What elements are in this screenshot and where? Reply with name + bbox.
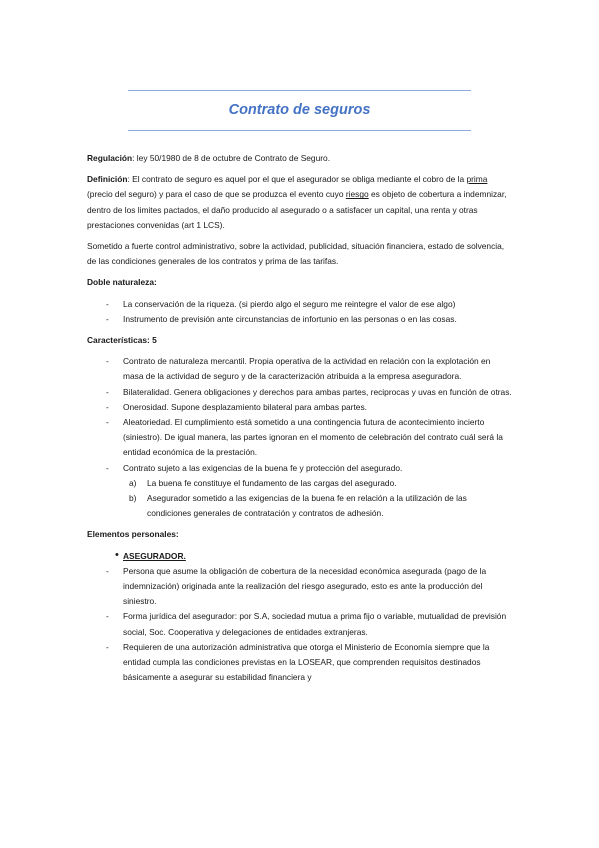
sub-list-item: [123, 476, 512, 491]
document-body: [87, 151, 512, 692]
definicion-text-c: es objeto de cobertura a indemnizar, dentro de los limites pactados, el daño producido al asegurado o a satisfacer un capital, una renta y otras prestaciones convenidas (art 1 LCS).: [87, 189, 507, 230]
caracteristicas-list: [87, 354, 512, 521]
definicion-paragraph: [87, 172, 512, 233]
list-item: - Persona que asume la obligación de cobertura de la necesidad económica asegurada (pago de la indemnización) originada ante la realización del riesgo asegurado, esto es ante la producción del siniestro.: [87, 564, 512, 610]
list-item: - Contrato de naturaleza mercantil. Propia operativa de la actividad en relación con la explotación en masa de la actividad de seguro y de la caracterización atribuida a la empresa aseguradora.: [87, 354, 512, 384]
list-item: [87, 461, 512, 522]
title-bottom-rule: [128, 130, 471, 131]
elementos-personales-list: [87, 549, 512, 686]
sub-list-text: Asegurador sometido a las exigencias de la buena fe en relación a la utilización de las condiciones generales de contratación y contratos de adhesión.: [147, 493, 467, 519]
riesgo-term: riesgo: [345, 189, 369, 200]
elementos-personales-heading: Elementos personales:: [87, 529, 179, 540]
sub-list-label: b): [129, 493, 137, 504]
sub-list-text: La buena fe constituye el fundamento de las cargas del asegurado.: [147, 477, 397, 488]
doble-naturaleza-list: [87, 297, 512, 327]
definicion-text-b: (precio del seguro) y para el caso de que se produzca el evento cuyo: [87, 189, 346, 200]
document-title: Contrato de seguros: [228, 102, 371, 118]
asegurador-heading: ASEGURADOR.: [123, 550, 186, 561]
prima-term: prima: [466, 174, 488, 185]
sub-list-item: [123, 491, 512, 521]
list-item: - La conservación de la riqueza. (si pierdo algo el seguro me reintegre el valor de ese algo): [87, 297, 512, 312]
list-item: [87, 549, 512, 564]
definicion-text-a: : El contrato de seguro es aquel por el que el asegurador se obliga mediante el cobro de la: [127, 174, 467, 185]
list-item: - Requieren de una autorización administrativa que otorga el Ministerio de Economía siempre que la entidad cumpla las condiciones previstas en la LOSEAR, que comprenden requisitos destinados básicamente a asegurar su estabilidad financiera y: [87, 640, 512, 686]
list-item-text: Contrato sujeto a las exigencias de la buena fe y protección del asegurado.: [123, 462, 403, 473]
regulacion-label: Regulación: [87, 153, 133, 163]
regulacion-text: : ley 50/1980 de 8 de octubre de Contrato de Seguro.: [132, 153, 331, 163]
caracteristicas-heading: Características: 5: [87, 335, 157, 346]
list-item: - Forma jurídica del asegurador: por S.A, sociedad mutua a prima fijo o variable, mutualidad de previsión social, Soc. Cooperativa y delegaciones de entidades extranjeras.: [87, 609, 512, 639]
list-item: - Instrumento de previsión ante circunstancias de infortunio en las personas o en las cosas.: [87, 312, 512, 327]
definicion-label: Definición: [87, 174, 128, 185]
sometido-paragraph: Sometido a fuerte control administrativo, sobre la actividad, publicidad, situación financiera, estado de solvencia, de las condiciones generales de los contratos y prima de las tarifas.: [87, 241, 505, 267]
regulacion-paragraph: [87, 151, 512, 166]
list-item: - Bilateralidad. Genera obligaciones y derechos para ambas partes, reciprocas y uvas en función de otras.: [87, 385, 512, 400]
list-item: - Onerosidad. Supone desplazamiento bilateral para ambas partes.: [87, 400, 512, 415]
sub-list-label: a): [129, 477, 137, 488]
title-top-rule: [128, 90, 471, 91]
sub-list: [123, 476, 512, 522]
doble-naturaleza-heading: Doble naturaleza:: [87, 277, 157, 288]
list-item: - Aleatoriedad. El cumplimiento está sometido a una contingencia futura de acontecimiento incierto (siniestro). De igual manera, las partes ignoran en el momento de celebración del contrato cuál será la entidad económica de la prestación.: [87, 415, 512, 461]
